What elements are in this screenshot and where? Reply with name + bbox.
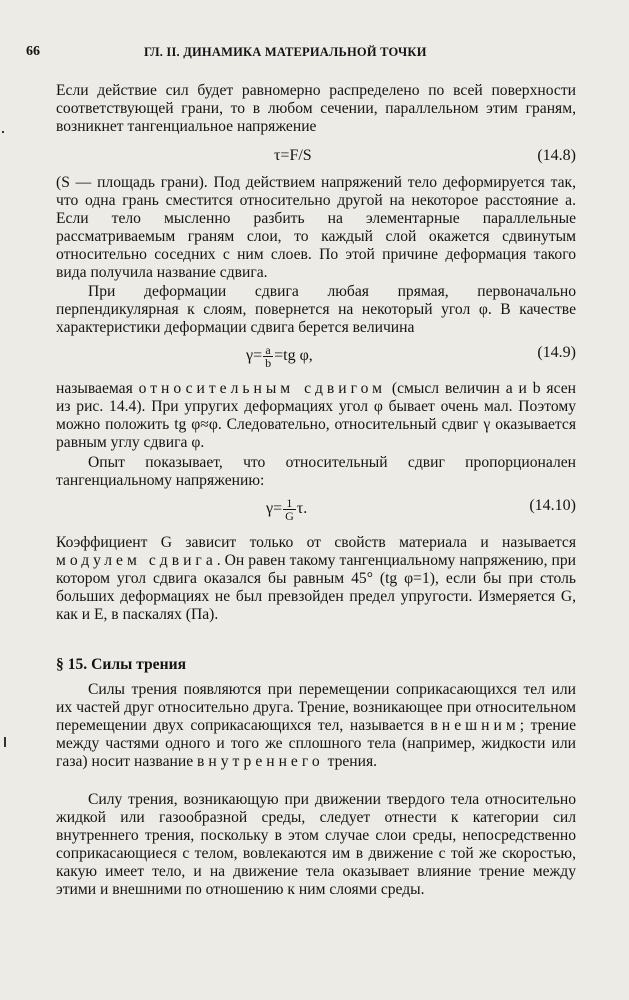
chapter-title: ГЛ. II. ДИНАМИКА МАТЕРИАЛЬНОЙ ТОЧКИ	[144, 45, 427, 59]
paragraph-4: называемая относительным сдвигом (смысл величин a и b ясен из рис. 14.4). При упругих деформациях угол φ бывает очень мал. Поэтому можно положить tg φ≈φ. Следовательно, относительный сдвиг γ оказывается равным углу сдвига φ.	[56, 380, 576, 452]
paragraph-2: (S — площадь грани). Под действием напряжений тело деформируется так, что одна грань сместится относительно другой на некоторое расстояние a. Если тело мысленно разбить на элементарные параллельные рассматриваемым граням слои, то каждый слой окажется сдвинутым относительно соседних с ним слоев. По этой причине деформация такого вида получила название сдвига.	[56, 174, 576, 282]
term-external: внешним	[430, 717, 520, 735]
scan-mark	[4, 737, 6, 747]
paragraph-5: Опыт показывает, что относительный сдвиг пропорционален тангенциальному напряжению:	[56, 454, 576, 490]
equation-lhs: γ=	[266, 500, 283, 518]
equation-number: (14.9)	[537, 344, 576, 361]
fraction-denominator: G	[285, 509, 294, 523]
fraction-numerator: 1	[283, 497, 296, 510]
fraction	[283, 497, 296, 522]
fraction	[263, 344, 273, 369]
fraction-denominator: b	[265, 356, 272, 370]
equation-number: (14.8)	[537, 147, 576, 164]
paragraph-3: При деформации сдвига любая прямая, первоначально перпендикулярная к слоям, повернется на некоторый угол φ. В качестве характеристики деформации сдвига берется величина	[56, 283, 576, 337]
section-heading: § 15. Силы трения	[56, 656, 187, 673]
equation-14-9	[56, 344, 576, 368]
page-header	[26, 44, 586, 62]
term-shear-modulus: модулем сдвига	[56, 552, 217, 570]
equation-formula: τ=F/S	[274, 147, 312, 164]
page-number: 66	[26, 44, 40, 59]
paragraph-1: Если действие сил будет равномерно распределено по всей поверхности соответствующей грани, то в любом сечении, параллельном этим граням, возникнет тангенциальное напряжение	[56, 82, 576, 136]
term-internal: внутреннего	[197, 753, 324, 771]
paragraph-8: Силу трения, возникающую при движении твердого тела относительно жидкой или газообразной среды, следует отнести к категории сил внутреннего трения, поскольку в этом случае слои среды, непосредственно соприкасающиеся с телом, вовлекаются им в движение с той же скоростью, какую имеет тело, и на движение тела оказывает влияние трение между этими и внешними по отношению к ним слоями среды.	[56, 791, 576, 899]
equation-lhs: γ=	[246, 347, 263, 365]
fraction-numerator: a	[263, 344, 273, 357]
term-relative-shear: относительным сдвигом	[138, 380, 387, 397]
equation-number: (14.10)	[529, 497, 576, 514]
paragraph-6: Коэффициент G зависит только от свойств материала и называется модулем сдвига. Он равен такому тангенциальному напряжению, при котором угол сдвига оказался бы равным 45° (tg φ=1), если бы при столь больших деформациях не был превзойден предел упругости. Измеряется G, как и E, в паскалях (Па).	[56, 534, 576, 624]
equation-rhs: =tg φ,	[274, 347, 313, 365]
equation-14-10	[56, 497, 576, 521]
equation-rhs: τ.	[296, 500, 308, 518]
scan-dot	[2, 131, 4, 133]
equation-14-8	[56, 147, 576, 171]
paragraph-7: Силы трения появляются при перемещении соприкасающихся тел или их частей друг относительно друга. Трение, возникающее при относительном перемещении двух соприкасающихся тел, называется внешним; трение между частями одного и того же сплошного тела (например, жидкости или газа) носит название внутреннего трения.	[56, 681, 576, 771]
